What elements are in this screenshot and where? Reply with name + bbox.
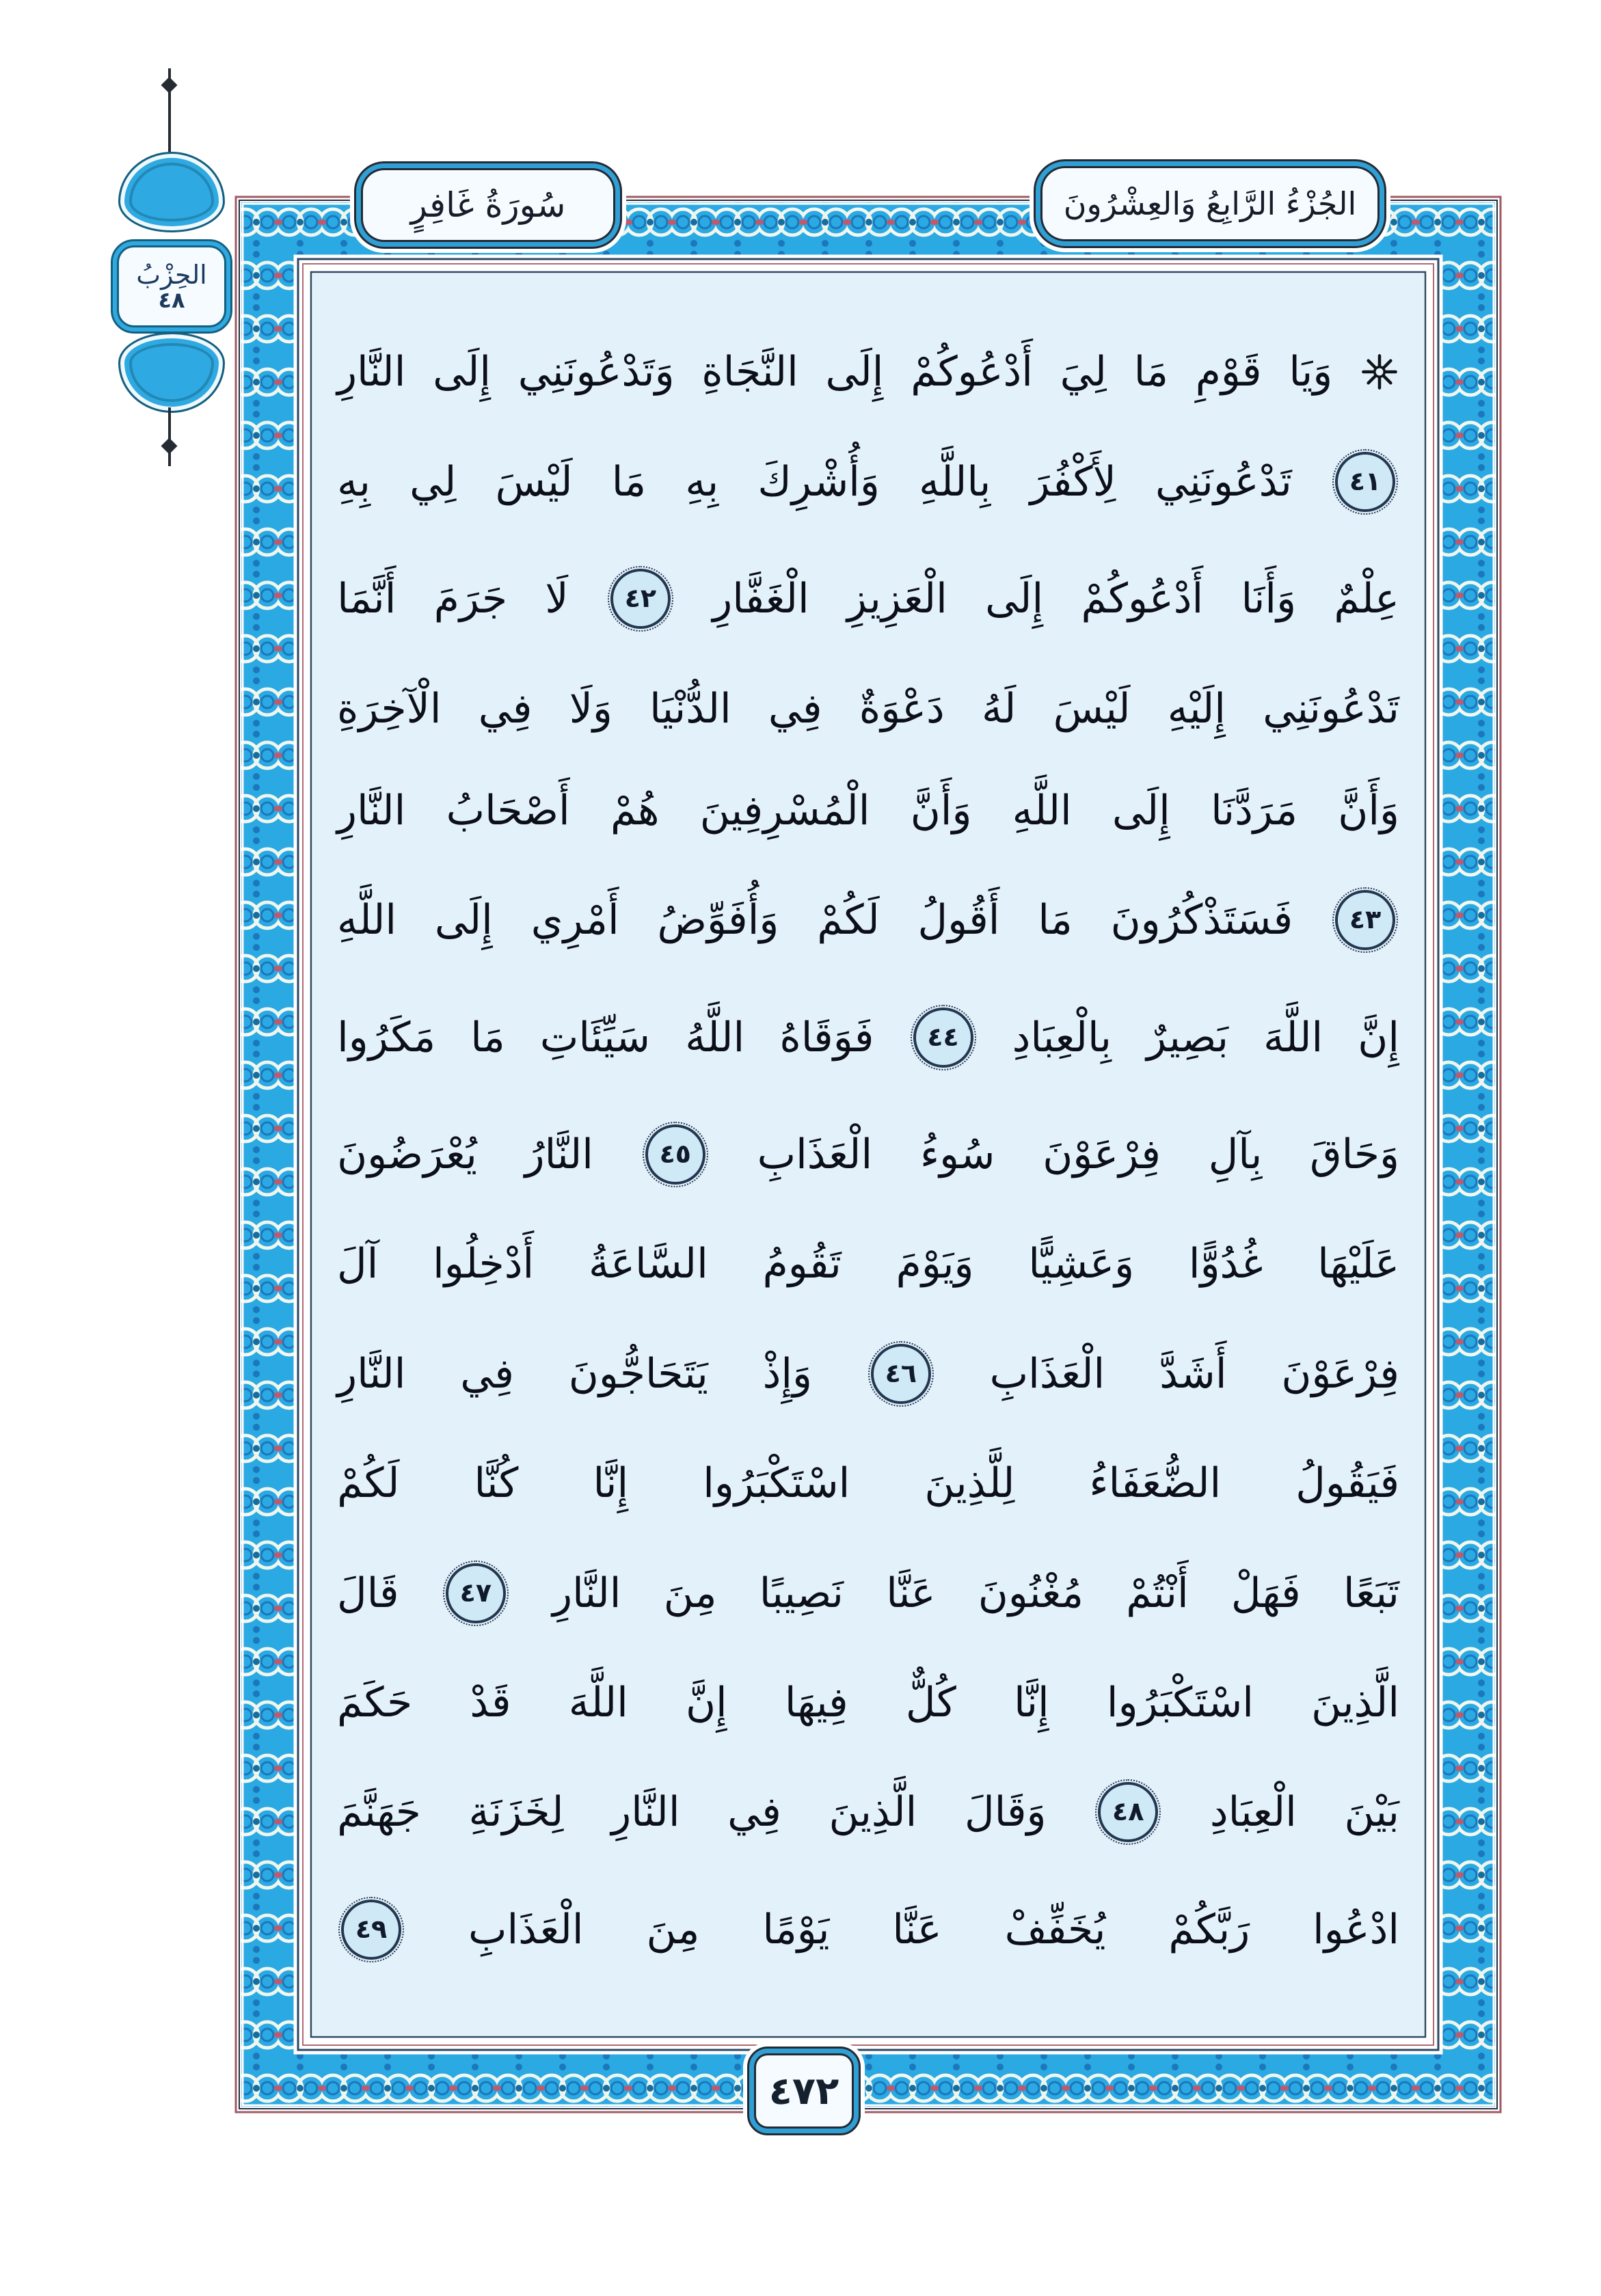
- quran-word: الْغَفَّارِ: [712, 575, 809, 623]
- ayah-number-badge: ٤٨: [1098, 1782, 1158, 1842]
- quran-word: اللَّهَ: [568, 1678, 628, 1727]
- quran-word: إِلَى: [434, 896, 493, 945]
- quran-word: اللَّهُ: [685, 1013, 745, 1062]
- quran-word: النَّارِ: [337, 786, 406, 835]
- quran-word: بِهِ: [337, 457, 371, 506]
- hizb-label: الحِزْبُ: [136, 260, 207, 290]
- quran-word: أَمْرِي: [530, 896, 619, 945]
- quran-word: بِاللَّهِ: [919, 457, 991, 506]
- quran-line: [337, 788, 1399, 833]
- quran-word: النَّارُ: [524, 1131, 593, 1178]
- quran-word: وَأَنَّ: [1338, 786, 1399, 835]
- quran-word: لَيْسَ: [495, 457, 573, 506]
- quran-word: مَا: [1038, 896, 1073, 945]
- quran-word: الْعَذَابِ: [757, 1131, 873, 1178]
- quran-word: وَأُفَوِّضُ: [657, 896, 779, 945]
- rub-el-hizb-icon: [1360, 352, 1399, 392]
- ayah-number-badge: ٤٩: [341, 1900, 401, 1960]
- medallion-bud-top-icon: [118, 152, 225, 232]
- quran-word: بَيْنَ: [1344, 1788, 1399, 1837]
- quran-word: السَّاعَةُ: [589, 1240, 708, 1288]
- surah-title-cartouche: [354, 161, 622, 249]
- quran-word: فِرْعَوْنَ: [1042, 1131, 1161, 1178]
- quran-word: أَدْعُوكُمْ: [1081, 575, 1204, 623]
- page-number-cartouche: [747, 2047, 861, 2135]
- quran-line: [337, 1241, 1399, 1286]
- quran-word: لَكُمْ: [817, 896, 880, 945]
- quran-word: لِيَ: [1060, 348, 1107, 396]
- quran-word: آلَ: [337, 1240, 379, 1288]
- quran-word: إِنَّ: [1358, 1013, 1399, 1062]
- quran-line: [337, 890, 1399, 950]
- quran-word: وَأُشْرِكَ: [757, 457, 880, 506]
- quran-word: كُلٌّ: [905, 1678, 956, 1727]
- quran-word: لِلَّذِينَ: [924, 1459, 1015, 1508]
- quran-word: وَحَاقَ: [1310, 1131, 1399, 1178]
- quran-word: ادْعُوا: [1313, 1905, 1399, 1954]
- quran-word: يَتَحَاجُّونَ: [568, 1349, 708, 1398]
- quran-word: النَّارِ: [552, 1569, 621, 1617]
- quran-word: قَوْمِ: [1195, 348, 1262, 396]
- quran-word: اللَّهِ: [337, 896, 397, 945]
- quran-line: [337, 1008, 1399, 1068]
- quran-word: أَشَدَّ: [1159, 1349, 1227, 1398]
- quran-word: مُغْنُونَ: [978, 1569, 1084, 1617]
- quran-word: فَهَلْ: [1230, 1569, 1301, 1617]
- quran-line: [337, 1680, 1399, 1725]
- quran-word: وَيَا: [1289, 348, 1333, 396]
- quran-word: وَأَنَا: [1241, 575, 1297, 623]
- quran-line: [337, 569, 1399, 629]
- quran-word: الْعَذَابِ: [989, 1349, 1105, 1398]
- quran-line: [337, 1563, 1399, 1623]
- quran-word: لَا: [545, 575, 569, 623]
- quran-word: إِنَّا: [593, 1459, 629, 1508]
- quran-word: الَّذِينَ: [1311, 1678, 1399, 1727]
- quran-word: إِنَّا: [1014, 1678, 1049, 1727]
- surah-title: سُورَةُ غَافِرٍ: [410, 185, 566, 225]
- ayah-number-badge: ٤٥: [645, 1124, 705, 1185]
- quran-word: وَلَا: [569, 684, 613, 733]
- quran-word: يُخَفِّفْ: [1004, 1905, 1106, 1954]
- hizb-medallion: [108, 68, 231, 478]
- quran-word: الْمُسْرِفِينَ: [699, 786, 870, 835]
- quran-line: [337, 1344, 1399, 1404]
- quran-word: الْعِبَادِ: [1209, 1788, 1297, 1837]
- ayah-number-badge: ٤٦: [871, 1344, 931, 1404]
- quran-word: مِنَ: [646, 1905, 700, 1954]
- quran-word: الْعَزِيزِ: [847, 575, 947, 623]
- quran-line: [337, 1900, 1399, 1960]
- quran-word: إِلَيْهِ: [1167, 684, 1226, 733]
- quran-word: كُنَّا: [474, 1459, 519, 1508]
- quran-word: قَالَ: [337, 1569, 399, 1617]
- hizb-number: ٤٨: [158, 287, 185, 313]
- quran-word: الدُّنْيَا: [649, 684, 731, 733]
- ayah-number-badge: ٤١: [1335, 452, 1395, 512]
- quran-word: إِلَى: [1112, 786, 1170, 835]
- quran-word: الْآخِرَةِ: [337, 684, 442, 733]
- quran-word: جَهَنَّمَ: [337, 1788, 421, 1837]
- quran-word: بَصِيرٌ: [1146, 1013, 1229, 1062]
- quran-word: عَنَّا: [886, 1569, 936, 1617]
- quran-word: لَيْسَ: [1053, 684, 1131, 733]
- quran-word: وَعَشِيًّا: [1028, 1240, 1135, 1288]
- quran-word: النَّارِ: [337, 1349, 406, 1398]
- quran-word: فِي: [478, 684, 533, 733]
- quran-word: مَرَدَّنَا: [1211, 786, 1298, 835]
- quran-word: مِنَ: [663, 1569, 717, 1617]
- quran-word: حَكَمَ: [337, 1678, 413, 1727]
- quran-line: [337, 452, 1399, 512]
- quran-word: غُدُوًّا: [1188, 1240, 1263, 1288]
- quran-word: الضُّعَفَاءُ: [1089, 1459, 1222, 1508]
- quran-line: [337, 1124, 1399, 1185]
- hizb-box: [111, 239, 232, 334]
- quran-word: إِلَى: [985, 575, 1044, 623]
- quran-word: فِي: [460, 1349, 514, 1398]
- quran-word: اللَّهِ: [1012, 786, 1072, 835]
- quran-word: لِأَكْفُرَ: [1030, 457, 1116, 506]
- quran-word: فَسَتَذْكُرُونَ: [1110, 896, 1293, 945]
- quran-word: النَّجَاةِ: [701, 348, 798, 396]
- quran-word: وَقَالَ: [965, 1788, 1047, 1837]
- ayah-number-badge: ٤٣: [1335, 890, 1395, 950]
- quran-word: وَأَنَّ: [910, 786, 972, 835]
- quran-word: مَا: [1133, 348, 1169, 396]
- ayah-number-badge: ٤٢: [610, 569, 671, 629]
- quran-word: لَهُ: [981, 684, 1017, 733]
- quran-word: فِي: [768, 684, 822, 733]
- quran-word: تَقُومُ: [762, 1240, 842, 1288]
- quran-line: [337, 1782, 1399, 1842]
- quran-word: لِخَزَنَةِ: [468, 1788, 564, 1837]
- quran-word: مَكَرُوا: [337, 1013, 436, 1062]
- medallion-stem-bottom: [168, 407, 171, 466]
- quran-word: بِالْعِبَادِ: [1012, 1013, 1112, 1062]
- quran-word: مَا: [611, 457, 647, 506]
- quran-word: رَبَّكُمْ: [1168, 1905, 1250, 1954]
- quran-word: عَنَّا: [892, 1905, 942, 1954]
- quran-word: أَقُولُ: [917, 896, 1000, 945]
- quran-word: عِلْمٌ: [1334, 575, 1399, 623]
- quran-text-area: [312, 273, 1424, 2036]
- quran-word: عَلَيْهَا: [1317, 1240, 1399, 1288]
- quran-word: أَدْعُوكُمْ: [911, 348, 1033, 396]
- quran-word: تَبَعًا: [1343, 1569, 1399, 1617]
- quran-word: النَّارِ: [611, 1788, 680, 1837]
- quran-word: يُعْرَضُونَ: [337, 1131, 477, 1178]
- juz-title-cartouche: [1034, 159, 1386, 248]
- juz-title: الجُزْءُ الرَّابِعُ وَالعِشْرُونَ: [1063, 185, 1357, 222]
- ayah-number-badge: ٤٤: [913, 1008, 973, 1068]
- quran-word: فَوَقَاهُ: [779, 1013, 874, 1062]
- medallion-bud-bottom-icon: [118, 332, 225, 413]
- quran-word: تَدْعُونَنِي: [1263, 684, 1399, 733]
- quran-word: اللَّهَ: [1263, 1013, 1323, 1062]
- quran-word: هُمْ: [610, 786, 660, 835]
- quran-line: [337, 349, 1399, 394]
- quran-word: دَعْوَةٌ: [859, 684, 945, 733]
- quran-word: اسْتَكْبَرُوا: [703, 1459, 850, 1508]
- quran-word: جَرَمَ: [433, 575, 508, 623]
- quran-word: وَإِذْ: [762, 1349, 812, 1398]
- quran-word: النَّارِ: [337, 348, 406, 396]
- quran-word: يَوْمًا: [762, 1905, 830, 1954]
- quran-word: وَتَدْعُونَنِي: [517, 348, 675, 396]
- quran-word: لَكُمْ: [337, 1459, 400, 1508]
- medallion-finial-bottom-icon: [161, 437, 177, 454]
- quran-word: وَيَوْمَ: [896, 1240, 974, 1288]
- quran-word: الْعَذَابِ: [468, 1905, 584, 1954]
- quran-word: تَدْعُونَنِي: [1155, 457, 1292, 506]
- medallion-finial-top-icon: [161, 77, 177, 93]
- quran-word: أَدْخِلُوا: [433, 1240, 535, 1288]
- quran-word: إِنَّ: [685, 1678, 727, 1727]
- quran-word: أَنْتُمْ: [1126, 1569, 1189, 1617]
- quran-word: أَصْحَابُ: [446, 786, 570, 835]
- quran-word: إِلَى: [825, 348, 884, 396]
- quran-word: قَدْ: [470, 1678, 511, 1727]
- quran-word: بِآلِ: [1208, 1131, 1263, 1178]
- quran-word: أَنَّمَا: [337, 575, 396, 623]
- quran-word: سُوءُ: [919, 1131, 995, 1178]
- quran-word: لِي: [409, 457, 457, 506]
- quran-line: [337, 1461, 1399, 1506]
- quran-word: فِرْعَوْنَ: [1281, 1349, 1399, 1398]
- quran-word: سَيِّئَاتِ: [539, 1013, 651, 1062]
- quran-word: نَصِيبًا: [759, 1569, 844, 1617]
- quran-word: الَّذِينَ: [829, 1788, 917, 1837]
- quran-word: اسْتَكْبَرُوا: [1106, 1678, 1254, 1727]
- quran-word: إِلَى: [433, 348, 492, 396]
- quran-word: فِي: [727, 1788, 781, 1837]
- quran-line: [337, 686, 1399, 731]
- quran-word: فِيهَا: [784, 1678, 848, 1727]
- page-number: ٤٧٢: [768, 2068, 839, 2113]
- quran-word: فَيَقُولُ: [1295, 1459, 1399, 1508]
- quran-word: مَا: [470, 1013, 505, 1062]
- ayah-number-badge: ٤٧: [446, 1563, 506, 1623]
- quran-word: بِهِ: [685, 457, 719, 506]
